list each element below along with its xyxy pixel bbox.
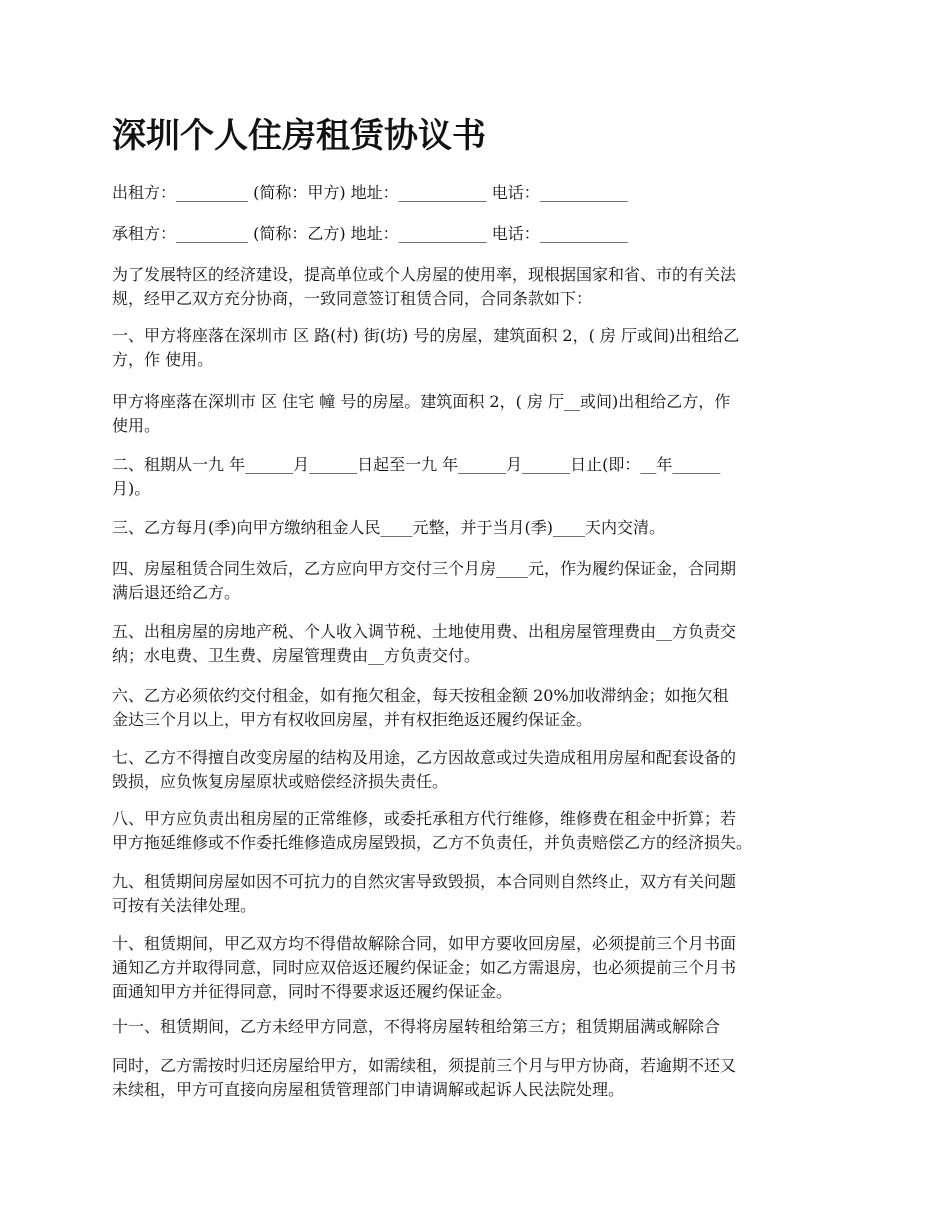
document-title: 深圳个人住房租赁协议书	[112, 116, 486, 156]
text-line: 为了发展特区的经济建设，提高单位或个人房屋的使用率，现根据国家和省、市的有关法	[112, 265, 737, 284]
clause-11	[112, 1015, 852, 1039]
text-line: 十一、租赁期间，乙方未经甲方同意，不得将房屋转租给第三方；租赁期届满或解除合	[112, 1017, 721, 1036]
text-line: 七、乙方不得擅自改变房屋的结构及用途，乙方因故意或过失造成租用房屋和配套设备的	[112, 748, 737, 767]
text-line: 五、出租房屋的房地产税、个人收入调节税、土地使用费、出租房屋管理费由__方负责交	[112, 622, 737, 641]
text-line: 一、甲方将座落在深圳市 区 路(村) 街(坊) 号的房屋，建筑面积 2，( 房 厅或间)出租给乙	[112, 326, 740, 345]
preamble-paragraph	[112, 263, 852, 311]
text-line: 八、甲方应负责出租房屋的正常维修，或委托承租方代行维修，维修费在租金中折算；若	[112, 809, 737, 828]
text-line: 金达三个月以上，甲方有权收回房屋，并有权拒绝返还履约保证金。	[112, 710, 593, 729]
text-line: 三、乙方每月(季)向甲方缴纳租金人民____元整，并于当月(季)____天内交清。	[112, 518, 665, 537]
text-line: 方，作 使用。	[112, 350, 214, 369]
text-line: 可按有关法律处理。	[112, 896, 257, 915]
clause-7	[112, 746, 852, 794]
text-line: 使用。	[112, 416, 161, 435]
text-line: 九、租赁期间房屋如因不可抗力的自然灾害导致毁损，本合同则自然终止，双方有关问题	[112, 872, 737, 891]
text-line: 甲方拖延维修或不作委托维修造成房屋毁损，乙方不负责任，并负责赔偿乙方的经济损失。	[112, 833, 753, 852]
text-line: 二、租期从一九 年______月______日起至一九 年______月______日止(即：__年______	[112, 455, 721, 474]
clause-4	[112, 557, 852, 605]
lessee-line	[112, 222, 852, 246]
text-line: 承租方：_________ (简称：乙方) 地址：___________ 电话：___________	[112, 224, 628, 243]
clause-1-alt	[112, 390, 852, 438]
text-line: 纳；水电费、卫生费、房屋管理费由__方负责交付。	[112, 646, 481, 665]
text-line: 四、房屋租赁合同生效后，乙方应向甲方交付三个月房____元，作为履约保证金，合同期	[112, 559, 737, 578]
text-line: 六、乙方必须依约交付租金，如有拖欠租金，每天按租金额 20%加收滞纳金；如拖欠租	[112, 686, 729, 705]
clause-9	[112, 870, 852, 918]
text-line: 出租方：_________ (简称：甲方) 地址：___________ 电话：___________	[112, 183, 628, 202]
clause-2	[112, 453, 852, 501]
text-line: 甲方将座落在深圳市 区 住宅 幢 号的房屋。建筑面积 2，( 房 厅__或间)出租给乙方，作	[112, 392, 731, 411]
clause-6	[112, 684, 852, 732]
clause-10	[112, 932, 852, 1004]
clause-1	[112, 324, 852, 372]
text-line: 月)。	[112, 479, 151, 498]
clause-3	[112, 516, 852, 540]
text-line: 未续租，甲方可直接向房屋租赁管理部门申请调解或起诉人民法院处理。	[112, 1080, 625, 1099]
clause-5	[112, 620, 852, 668]
text-line: 规，经甲乙双方充分协商，一致同意签订租赁合同，合同条款如下：	[112, 289, 593, 308]
lessor-line	[112, 181, 852, 205]
text-line: 同时，乙方需按时归还房屋给甲方，如需续租，须提前三个月与甲方协商，若逾期不还又	[112, 1056, 737, 1075]
text-line: 十、租赁期间，甲乙双方均不得借故解除合同，如甲方要收回房屋，必须提前三个月书面	[112, 934, 737, 953]
text-line: 面通知甲方并征得同意，同时不得要求返还履约保证金。	[112, 982, 513, 1001]
text-line: 通知乙方并取得同意，同时应双倍返还履约保证金；如乙方需退房，也必须提前三个月书	[112, 958, 737, 977]
text-line: 毁损，应负恢复房屋原状或赔偿经济损失责任。	[112, 772, 449, 791]
clause-11-continued	[112, 1054, 852, 1102]
clause-8	[112, 807, 852, 855]
text-line: 满后退还给乙方。	[112, 583, 241, 602]
